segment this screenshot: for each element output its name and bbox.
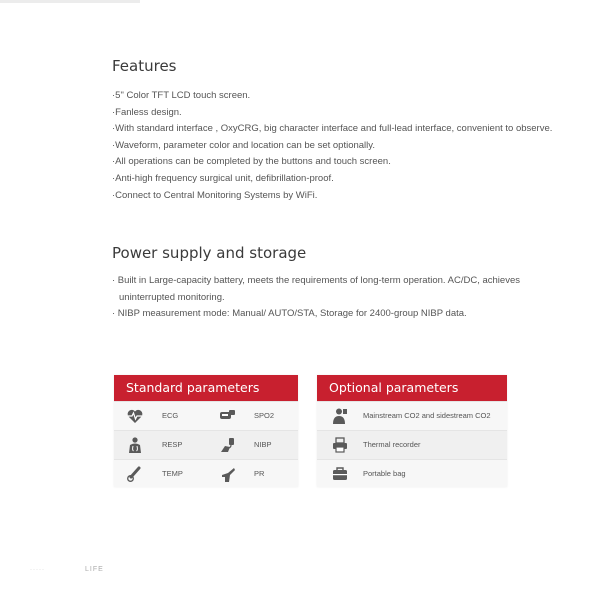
blood-pressure-cuff-icon: [219, 436, 237, 454]
parameter-row: [114, 430, 298, 459]
features-heading: Features: [112, 57, 177, 75]
feature-item: ·Connect to Central Monitoring Systems by WiFi.: [112, 189, 318, 201]
feature-item: ·With standard interface , OxyCRG, big character interface and full-lead interface, convenient to observe.: [112, 123, 553, 135]
param-label-pr: PR: [254, 469, 265, 478]
standard-parameters-card: [114, 375, 298, 487]
param-label-ecg: ECG: [162, 411, 179, 420]
param-label-temp: TEMP: [162, 469, 183, 478]
footer-faint-text: ·····: [30, 567, 45, 573]
feature-item: ·Waveform, parameter color and location can be set optionally.: [112, 139, 375, 151]
feature-item: ·All operations can be completed by the buttons and touch screen.: [112, 156, 391, 168]
heart-ecg-icon: [126, 407, 144, 425]
footer-brand-text: LIFE: [85, 566, 104, 573]
param-label-spo2: SPO2: [254, 411, 275, 420]
param-label-resp: RESP: [162, 440, 183, 449]
lungs-person-icon: [126, 436, 144, 454]
param-label-nibp: NIBP: [254, 440, 272, 449]
optional-parameters-card: [317, 375, 507, 487]
option-label-co2: Mainstream CO2 and sidestream CO2: [363, 411, 491, 420]
power-item-nibp: · NIBP measurement mode: Manual/ AUTO/STA, Storage for 2400-group NIBP data.: [112, 308, 467, 320]
feature-item: ·5" Color TFT LCD touch screen.: [112, 90, 251, 101]
optional-parameters-title: Optional parameters: [317, 375, 507, 401]
option-row: [317, 459, 507, 488]
power-item-battery-cont: uninterrupted monitoring.: [119, 291, 225, 303]
option-row: [317, 401, 507, 430]
bag-icon: [331, 465, 349, 483]
finger-clip-icon: [219, 407, 237, 425]
top-faint-strip: [0, 0, 140, 3]
feature-item: ·Anti-high frequency surgical unit, defibrillation-proof.: [112, 172, 334, 184]
pulse-hand-icon: [219, 465, 237, 483]
features-list: [112, 88, 597, 204]
thermometer-icon: [126, 465, 144, 483]
parameter-row: [114, 401, 298, 430]
option-label-bag: Portable bag: [363, 469, 406, 478]
power-item-battery: · Built in Large-capacity battery, meets the requirements of long-term operation. AC/DC, achieves: [112, 275, 520, 286]
co2-person-icon: [331, 407, 349, 425]
printer-icon: [331, 436, 349, 454]
power-list: [112, 273, 572, 323]
feature-item: ·Fanless design.: [112, 106, 182, 118]
option-row: [317, 430, 507, 459]
parameter-row: [114, 459, 298, 488]
power-heading: Power supply and storage: [112, 244, 307, 262]
option-label-recorder: Thermal recorder: [363, 440, 421, 449]
standard-parameters-title: Standard parameters: [114, 375, 298, 401]
